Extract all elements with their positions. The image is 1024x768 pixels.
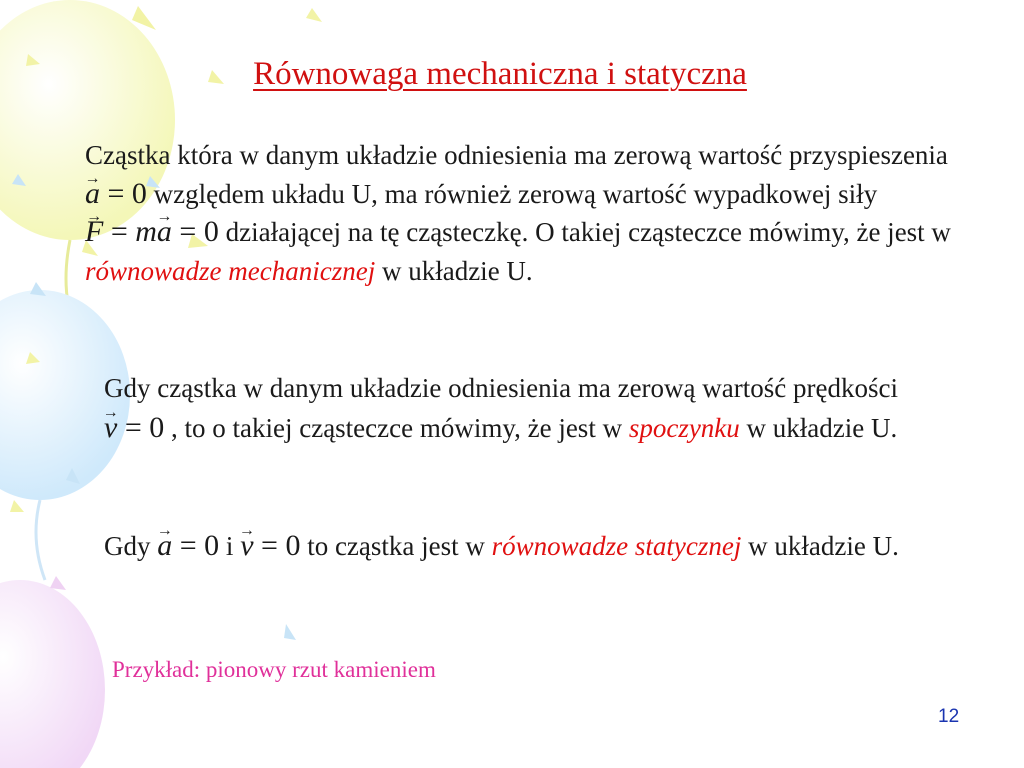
formula-acceleration-zero bbox=[157, 526, 219, 566]
symbol-zero: 0 bbox=[131, 176, 147, 210]
text-segment: w układzie U. bbox=[741, 531, 899, 561]
text-segment: i bbox=[219, 531, 241, 561]
symbol-zero: 0 bbox=[149, 411, 165, 444]
text-segment: działającej na tę cząsteczkę. O takiej cząsteczce mówimy, że jest w bbox=[218, 217, 951, 247]
formula-velocity-zero bbox=[240, 526, 300, 566]
text-segment: , to o takiej cząsteczce mówimy, że jest w bbox=[164, 413, 629, 443]
text-segment: Cząstka która w danym układzie odniesienia ma zerową wartość przyspieszenia bbox=[85, 140, 948, 170]
emphasis-term: równowadze mechanicznej bbox=[85, 255, 376, 286]
paragraph-static-equilibrium bbox=[104, 526, 964, 566]
formula-velocity-zero bbox=[104, 408, 164, 448]
text-segment: w układzie U. bbox=[739, 413, 898, 443]
page-number: 12 bbox=[938, 706, 960, 727]
symbol-F-vector: → F bbox=[85, 213, 103, 252]
symbol-equals: = bbox=[110, 215, 128, 248]
symbol-a-vector: → a bbox=[85, 175, 100, 214]
formula-net-force-zero bbox=[85, 213, 219, 252]
symbol-equals: = bbox=[261, 529, 278, 562]
symbol-equals: = bbox=[107, 176, 125, 210]
symbol-zero: 0 bbox=[285, 529, 301, 562]
text-segment: Gdy cząstka w danym układzie odniesienia ma zerową wartość prędkości bbox=[104, 373, 898, 403]
text-segment: względem układu U, ma również zerową wartość wypadkowej siły bbox=[146, 178, 878, 209]
symbol-equals: = bbox=[124, 411, 142, 444]
symbol-equals: = bbox=[179, 215, 197, 248]
emphasis-term: równowadze statycznej bbox=[491, 531, 742, 561]
symbol-v-vector: → v bbox=[104, 408, 117, 448]
text-segment: to cząstka jest w bbox=[300, 531, 492, 561]
text-segment: w układzie U. bbox=[375, 255, 533, 286]
paragraph-mechanical-equilibrium bbox=[85, 136, 975, 290]
symbol-zero: 0 bbox=[204, 529, 220, 562]
symbol-v-vector: → v bbox=[240, 526, 253, 566]
paragraph-rest bbox=[104, 368, 964, 448]
symbol-zero: 0 bbox=[203, 215, 219, 248]
symbol-equals: = bbox=[179, 529, 197, 562]
symbol-a-vector: → a bbox=[157, 213, 172, 252]
emphasis-term: spoczynku bbox=[628, 413, 740, 443]
symbol-a-vector: → a bbox=[157, 526, 172, 566]
example-link[interactable]: Przykład: pionowy rzut kamieniem bbox=[112, 657, 436, 682]
text-segment: Gdy bbox=[104, 531, 158, 561]
balloon-purple bbox=[0, 580, 105, 768]
slide-title: Równowaga mechaniczna i statyczna bbox=[253, 56, 747, 92]
symbol-m: m bbox=[135, 215, 157, 248]
